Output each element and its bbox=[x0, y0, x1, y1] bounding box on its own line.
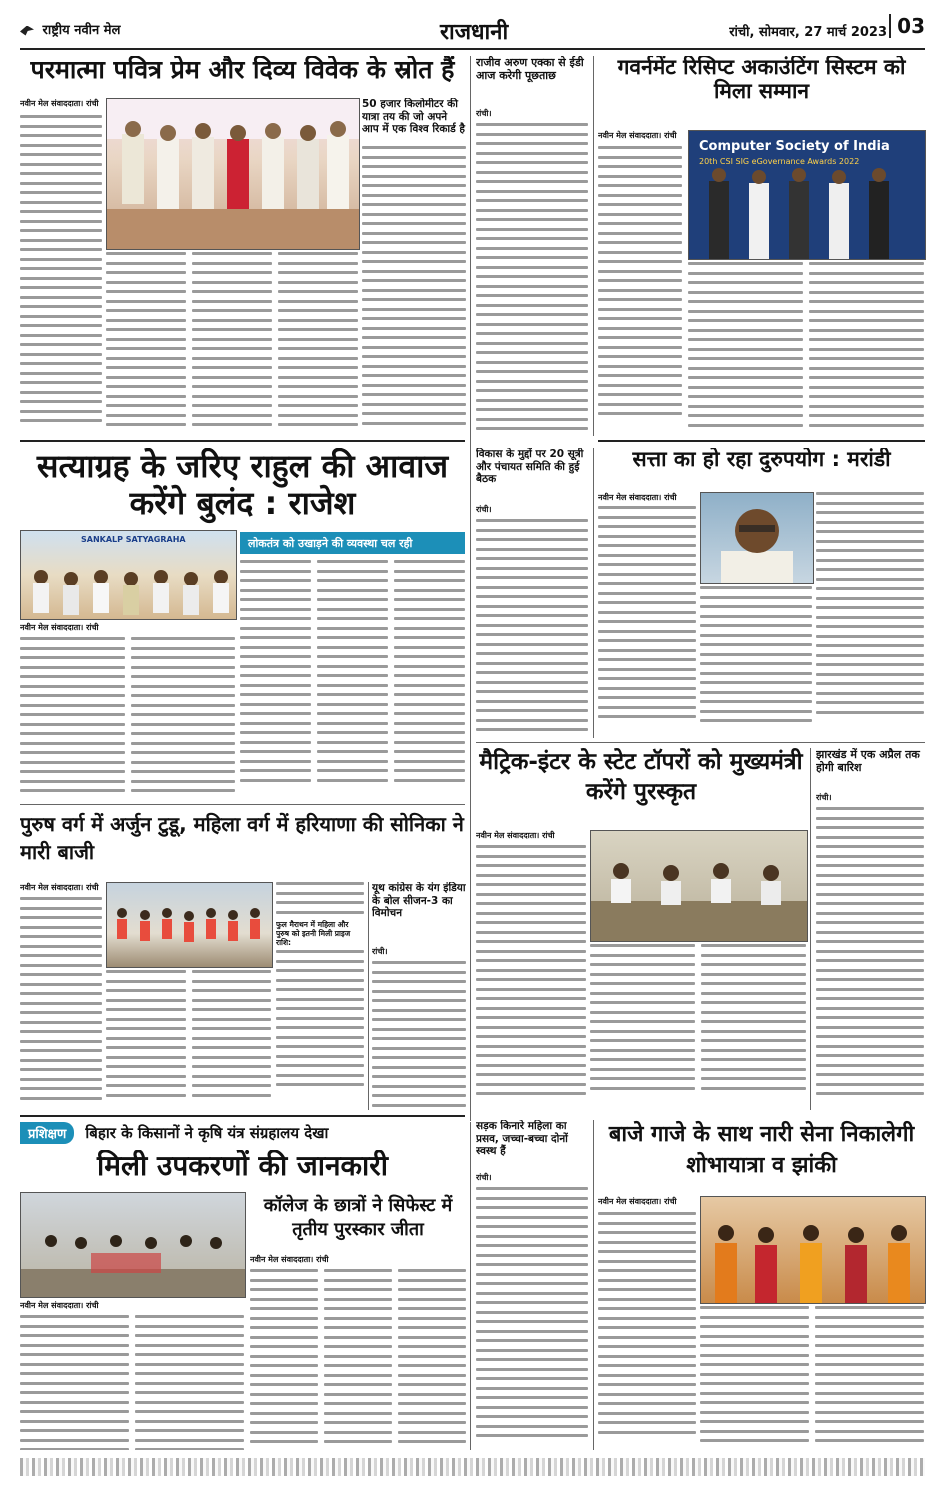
story-8-byline: रांची। bbox=[816, 793, 832, 802]
story-6-headline: सत्ता का हो रहा दुरुपयोग : मरांडी bbox=[632, 448, 891, 471]
story-10-headline-block bbox=[372, 882, 466, 942]
story-4-kicker-bar bbox=[240, 532, 465, 554]
story-11-cols bbox=[20, 1300, 244, 1450]
story-7-col-1 bbox=[476, 830, 586, 1110]
section-rule bbox=[20, 1115, 465, 1117]
story-6-byline: नवीन मेल संवाददाता। रांची bbox=[598, 493, 677, 502]
story-5-headline-block bbox=[476, 448, 588, 500]
section-rule bbox=[20, 440, 465, 442]
story-2-text bbox=[476, 108, 588, 438]
story-14-col-1 bbox=[598, 1212, 696, 1450]
story-11-headline-block bbox=[20, 1150, 465, 1190]
story-2-byline: रांची। bbox=[476, 109, 492, 118]
story-1-side-headline: 50 हजार किलोमीटर की यात्रा तय की जो अपने आप में एक विश्व रिकार्ड है bbox=[362, 98, 465, 136]
column-rule bbox=[810, 748, 811, 1110]
story-6-photo bbox=[700, 492, 814, 584]
story-11-photo bbox=[20, 1192, 246, 1298]
story-9-headline: पुरुष वर्ग में अर्जुन टुडू, महिला वर्ग में हरियाणा की सोनिका ने मारी बाजी bbox=[20, 812, 464, 864]
column-rule bbox=[593, 1120, 594, 1450]
story-4-cols-lower bbox=[20, 622, 235, 798]
story-14-headline-block bbox=[598, 1120, 925, 1192]
story-4-photo-banner: SANKALP SATYAGRAHA bbox=[81, 535, 186, 544]
registration-strip bbox=[20, 1458, 925, 1476]
story-4-byline: नवीन मेल संवाददाता। रांची bbox=[20, 623, 99, 632]
section-rule bbox=[598, 440, 925, 442]
story-1-byline: नवीन मेल संवाददाता। रांची bbox=[20, 99, 99, 108]
story-13-text bbox=[476, 1172, 588, 1450]
story-4-photo bbox=[20, 530, 237, 620]
column-rule bbox=[593, 448, 594, 738]
story-3-headline: गवर्नमेंट रिसिप्ट अकाउंटिंग सिस्टम को मिला सम्मान bbox=[617, 56, 906, 103]
story-11-headline: मिली उपकरणों की जानकारी bbox=[97, 1150, 388, 1182]
story-4-kicker: लोकतंत्र को उखाड़ने की व्यवस्था चल रही bbox=[248, 537, 413, 550]
story-10-text bbox=[372, 946, 466, 1110]
story-7-byline: नवीन मेल संवाददाता। रांची bbox=[476, 831, 555, 840]
story-7-photo bbox=[590, 830, 808, 942]
story-13-byline: रांची। bbox=[476, 1173, 492, 1182]
story-2-headline-block bbox=[476, 56, 588, 106]
story-9-col-1 bbox=[20, 882, 102, 1110]
column-rule bbox=[593, 56, 594, 436]
story-3-cols-2-3 bbox=[688, 262, 924, 432]
story-6-headline-block bbox=[598, 448, 925, 488]
story-9-byline: नवीन मेल संवाददाता। रांची bbox=[20, 883, 99, 892]
story-2-headline: राजीव अरुण एक्का से ईडी आज करेगी पूछताछ bbox=[476, 56, 584, 83]
story-11-tagline: बिहार के किसानों ने कृषि यंत्र संग्रहालय देखा bbox=[85, 1124, 329, 1142]
story-11-tag: प्रशिक्षण bbox=[20, 1122, 74, 1144]
column-rule bbox=[470, 56, 471, 1121]
bird-logo-icon bbox=[20, 26, 34, 36]
story-9-highlight-1: फुल मैराथन में महिला और पुरुष को इतनी मिली प्राइज राशि: bbox=[276, 920, 351, 947]
story-3-photo bbox=[688, 130, 926, 260]
story-7-headline: मैट्रिक-इंटर के स्टेट टॉपरों को मुख्यमंत्री करेंगे पुरस्कृत bbox=[479, 749, 803, 805]
story-1-text bbox=[20, 115, 102, 422]
story-13-headline-block bbox=[476, 1120, 588, 1168]
story-3-col-1 bbox=[598, 130, 682, 430]
story-14-cols bbox=[700, 1306, 924, 1450]
story-9-col-3 bbox=[276, 882, 364, 1110]
story-3-byline: नवीन मेल संवाददाता। रांची bbox=[598, 131, 677, 140]
story-12-byline: नवीन मेल संवाददाता। रांची bbox=[250, 1255, 329, 1264]
story-11-tagline-block bbox=[20, 1122, 465, 1152]
story-6-col-3 bbox=[816, 492, 924, 736]
story-3-headline-block bbox=[598, 56, 925, 126]
story-1-col-1 bbox=[20, 98, 102, 438]
column-rule bbox=[368, 882, 369, 1110]
story-3-photo-banner: Computer Society of India bbox=[699, 139, 890, 154]
section-title: राजधानी bbox=[440, 20, 509, 45]
story-6-col-1 bbox=[598, 506, 696, 736]
story-9-headline-block bbox=[20, 810, 465, 878]
story-7-cols-2-3 bbox=[590, 944, 806, 1110]
masthead bbox=[20, 14, 925, 50]
paper-name: राष्ट्रीय नवीन मेल bbox=[20, 20, 120, 38]
story-12-headline: कॉलेज के छात्रों ने सिफेस्ट में तृतीय पुरस्कार जीता bbox=[263, 1195, 453, 1241]
date-line: रांची, सोमवार, 27 मार्च 2023 bbox=[729, 25, 887, 40]
story-4-headline-block bbox=[20, 448, 465, 528]
story-1-cols-2-3 bbox=[106, 252, 358, 438]
story-5-text bbox=[476, 504, 588, 736]
story-12-headline-block bbox=[250, 1194, 466, 1250]
story-11-byline: नवीन मेल संवाददाता। रांची bbox=[20, 1301, 99, 1310]
story-1-side-headline-block bbox=[362, 98, 466, 140]
story-12-cols bbox=[250, 1254, 466, 1450]
story-10-byline: रांची। bbox=[372, 947, 388, 956]
story-8-headline-block bbox=[816, 748, 924, 788]
page-number: 03 bbox=[889, 14, 925, 38]
story-4-headline: सत्याग्रह के जरिए राहुल की आवाज करेंगे बुलंद : राजेश bbox=[36, 448, 449, 522]
section-rule bbox=[476, 742, 925, 743]
story-7-headline-block bbox=[476, 748, 806, 826]
story-1-photo bbox=[106, 98, 360, 250]
story-1-photo-people bbox=[107, 99, 359, 249]
story-1-headline: परमात्मा पवित्र प्रेम और दिव्य विवेक के स्रोत हैं bbox=[30, 56, 455, 84]
section-rule bbox=[20, 804, 465, 805]
story-5-headline: विकास के मुद्दों पर 20 सूत्री और पंचायत समिति की हुई बैठक bbox=[476, 448, 584, 486]
story-14-photo bbox=[700, 1196, 926, 1304]
column-rule bbox=[470, 1122, 471, 1450]
story-9-col-2 bbox=[106, 970, 271, 1110]
story-13-headline: सड़क किनारे महिला का प्रसव, जच्चा-बच्चा दोनों स्वस्थ हैं bbox=[476, 1120, 568, 1158]
story-9-photo bbox=[106, 882, 273, 968]
story-14-byline: नवीन मेल संवाददाता। रांची bbox=[598, 1197, 677, 1206]
story-4-cols bbox=[240, 560, 465, 798]
story-5-byline: रांची। bbox=[476, 505, 492, 514]
story-14-headline: बाजे गाजे के साथ नारी सेना निकालेगी शोभायात्रा व झांकी bbox=[608, 1122, 915, 1178]
story-6-col-2 bbox=[700, 586, 812, 736]
story-8-headline: झारखंड में एक अप्रैल तक होगी बारिश bbox=[816, 748, 920, 775]
story-1-headline-block bbox=[20, 56, 465, 96]
story-8-text bbox=[816, 792, 924, 1110]
story-10-headline: यूथ कांग्रेस के यंग इंडिया के बोल सीजन-3 का विमोचन bbox=[372, 882, 466, 920]
story-3-photo-banner-sub: 20th CSI SIG eGovernance Awards 2022 bbox=[699, 157, 860, 166]
story-1-col-4 bbox=[362, 146, 466, 436]
